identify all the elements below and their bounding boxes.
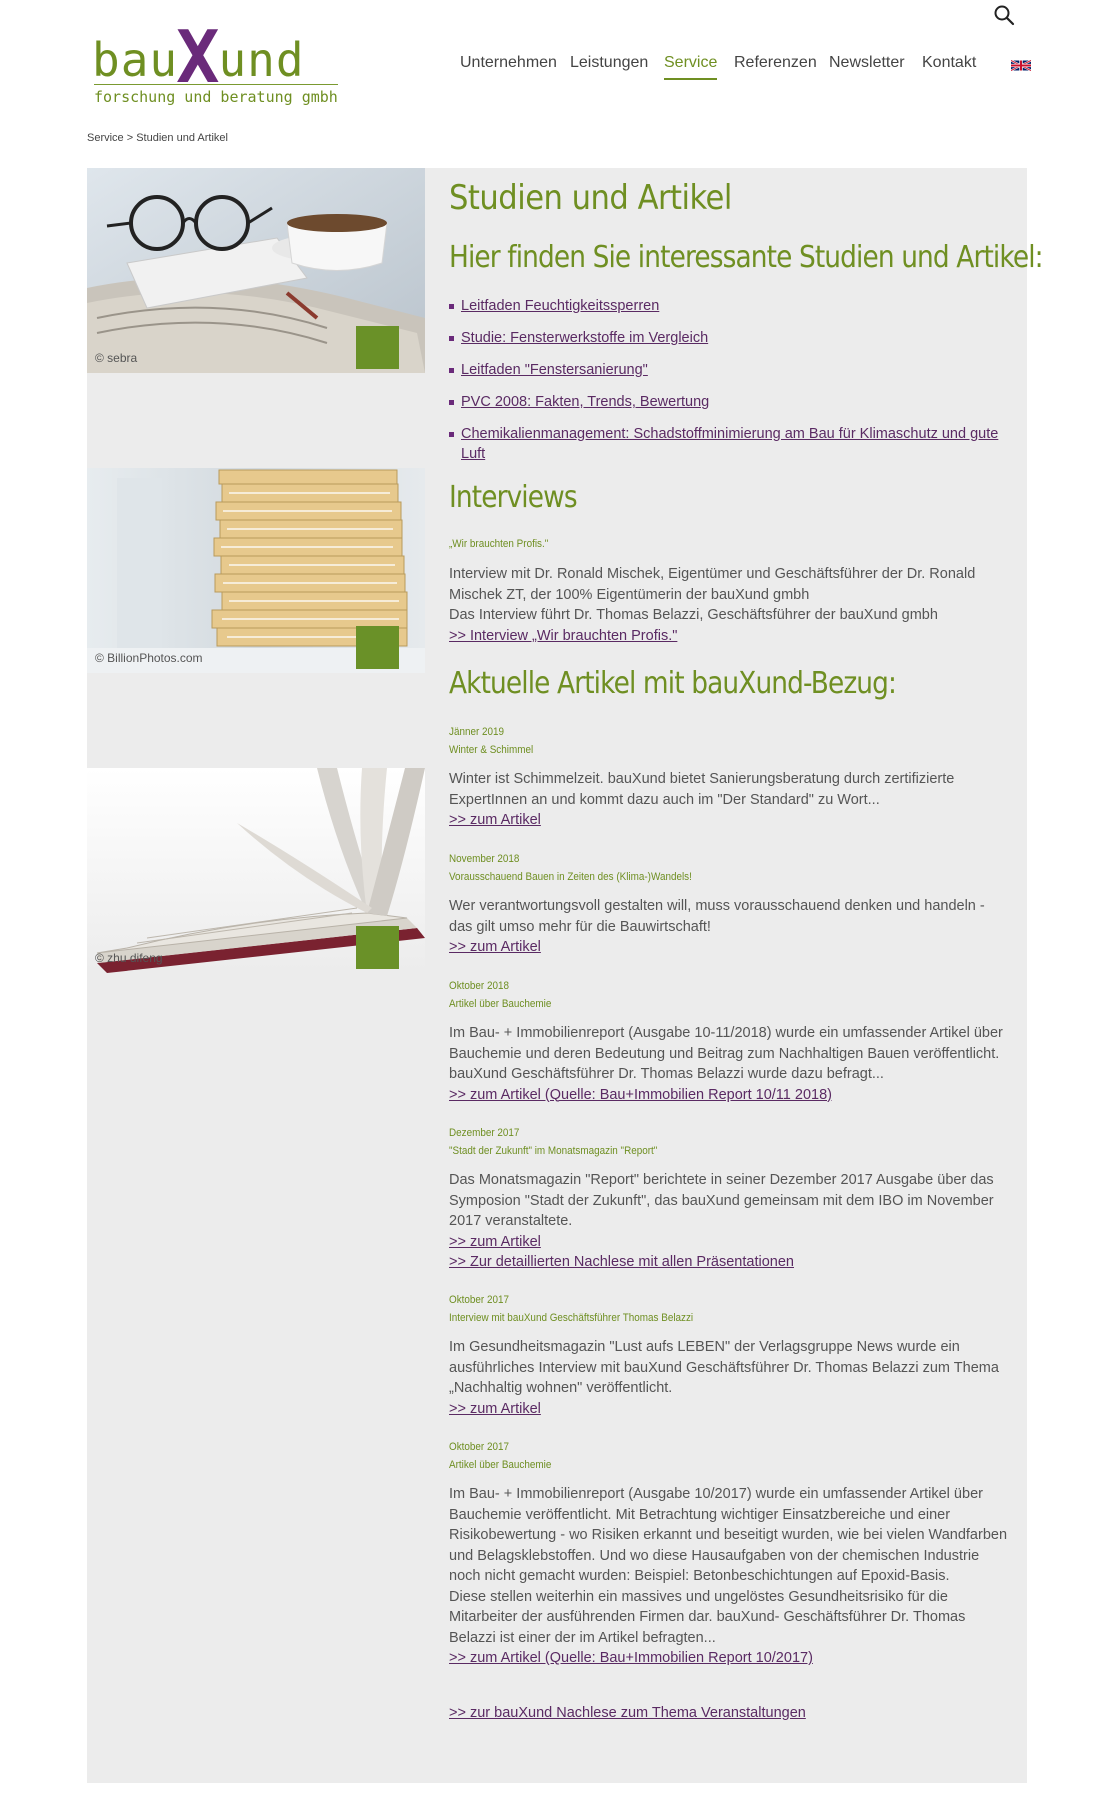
article-text: Im Gesundheitsmagazin "Lust aufs LEBEN" der Verlagsgruppe News wurde ein ausführliches Interview mit bauXund Geschäftsführer Dr. Thomas Belazzi zum Thema „Nachhaltig wohnen" veröffentlicht. — [449, 1339, 999, 1396]
article-date: Jänner 2019 — [449, 726, 505, 738]
article-text: Im Bau- + Immobilienreport (Ausgabe 10/2017) wurde ein umfassender Artikel über Bauchemie veröffentlicht. Mit Betrachtung wichtiger Einsatzbereiche und einer Risikobewertung - wo Risiken erkannt und beseitigt wurden, wie bei vielen Wandfarben und Belagsklebstoffen. Und wo diese Hausaufgaben von der chemischen Industrie noch nicht gemacht wurden: Beispiel: Betonbeschichtungen auf Epoxid-Basis. — [449, 1486, 1008, 1584]
article-body — [449, 1023, 1009, 1105]
list-item — [449, 296, 1009, 316]
image-credit: © zhu difeng — [95, 951, 163, 965]
article-date: Oktober 2018 — [449, 980, 509, 992]
study-link[interactable]: Leitfaden "Fenstersanierung" — [461, 362, 648, 378]
breadcrumb: Service > Studien und Artikel — [87, 132, 228, 144]
article-date: November 2018 — [449, 853, 520, 865]
article-text: Diese stellen weiterhin ein massives und ungelöstes Gesundheitsrisiko für die Mitarbeiter der ausführenden Firmen dar. bauXund- Geschäftsführer Dr. Thomas Belazzi ist einer der im Artikel befragten... — [449, 1588, 966, 1646]
interviews-heading: Interviews — [449, 480, 577, 515]
studies-link-list — [449, 296, 1009, 476]
logo-wordmark: bauXund — [92, 15, 305, 99]
nav-item-unternehmen[interactable]: Unternehmen — [460, 54, 557, 71]
article-link[interactable]: >> zum Artikel (Quelle: Bau+Immobilien Report 10/11 2018) — [449, 1086, 832, 1103]
nav-item-leistungen[interactable]: Leistungen — [570, 54, 649, 71]
english-flag-icon[interactable] — [1011, 59, 1031, 72]
green-accent-square — [356, 326, 399, 369]
article-link[interactable]: >> zum Artikel — [449, 812, 541, 828]
article-body — [449, 1170, 1009, 1273]
article-text: Winter ist Schimmelzeit. bauXund bietet Sanierungsberatung durch zertifizierte ExpertInnen an und kommt dazu auch im "Der Standard" zu Wort... — [449, 771, 955, 808]
search-icon[interactable] — [993, 4, 1015, 26]
footer-link-wrap — [449, 1703, 1009, 1724]
list-item — [449, 360, 1009, 380]
study-link[interactable]: Leitfaden Feuchtigkeitssperren — [461, 298, 660, 314]
nav-item-kontakt[interactable]: Kontakt — [922, 54, 977, 71]
article-topic: Artikel über Bauchemie — [449, 1459, 552, 1471]
interview-link[interactable]: >> Interview „Wir brauchten Profis." — [449, 627, 678, 644]
study-link[interactable]: Studie: Fensterwerkstoffe im Vergleich — [461, 330, 709, 346]
interview-quote: „Wir brauchten Profis." — [449, 538, 549, 550]
company-logo[interactable] — [92, 8, 342, 113]
article-body — [449, 1337, 1009, 1419]
article-date: Dezember 2017 — [449, 1127, 520, 1139]
article-presentations-link[interactable]: >> Zur detaillierten Nachlese mit allen Präsentationen — [449, 1254, 794, 1270]
page-title: Studien und Artikel — [449, 178, 732, 218]
events-review-link[interactable]: >> zur bauXund Nachlese zum Thema Veranstaltungen — [449, 1705, 806, 1721]
article-topic: Interview mit bauXund Geschäftsführer Thomas Belazzi — [449, 1312, 694, 1324]
article-topic: Winter & Schimmel — [449, 744, 534, 756]
logo-divider — [94, 84, 338, 85]
article-body — [449, 896, 1009, 958]
article-link[interactable]: >> zum Artikel — [449, 1400, 541, 1417]
content-area — [87, 168, 1043, 1783]
article-topic: Vorausschauend Bauen in Zeiten des (Klima-)Wandels! — [449, 871, 692, 883]
list-item — [449, 424, 1009, 464]
nav-item-newsletter[interactable]: Newsletter — [829, 54, 905, 71]
article-body — [449, 769, 1009, 831]
article-date: Oktober 2017 — [449, 1441, 509, 1453]
interview-author: Das Interview führt Dr. Thomas Belazzi, Geschäftsführer der bauXund gmbh — [449, 607, 938, 623]
article-date: Oktober 2017 — [449, 1294, 509, 1306]
article-topic: "Stadt der Zukunft" im Monatsmagazin "Report" — [449, 1145, 658, 1157]
interview-description: Interview mit Dr. Ronald Mischek, Eigentümer und Geschäftsführer der Dr. Ronald Mischek ZT, der 100% Eigentümerin der bauXund gmbh — [449, 566, 976, 603]
study-link[interactable]: PVC 2008: Fakten, Trends, Bewertung — [461, 394, 710, 410]
list-item — [449, 392, 1009, 412]
article-link[interactable]: >> zum Artikel — [449, 939, 541, 955]
green-accent-square — [356, 626, 399, 669]
list-item — [449, 328, 1009, 348]
article-text: Im Bau- + Immobilienreport (Ausgabe 10-11/2018) wurde ein umfassender Artikel über Bauchemie und deren Bedeutung und Beitrag zum Nachhaltigen Bauen veröffentlicht. bauXund Geschäftsführer Dr. Thomas Belazzi wurde dazu befragt... — [449, 1025, 1003, 1082]
article-text: Das Monatsmagazin "Report" berichtete in seiner Dezember 2017 Ausgabe über das Symposion "Stadt der Zukunft", das bauXund gemeinsam mit dem IBO im November 2017 veranstaltete. — [449, 1172, 994, 1229]
article-text: Wer verantwortungsvoll gestalten will, muss vorausschauend denken und handeln - das gilt umso mehr für die Bauwirtschaft! — [449, 898, 985, 935]
study-link[interactable]: Chemikalienmanagement: Schadstoffminimierung am Bau für Klimaschutz und gute Luft — [461, 426, 999, 462]
article-link[interactable]: >> zum Artikel — [449, 1233, 541, 1250]
image-credit: © sebra — [95, 351, 138, 365]
studies-heading: Hier finden Sie interessante Studien und Artikel: — [449, 240, 1043, 275]
nav-item-service[interactable]: Service — [664, 54, 717, 80]
articles-heading: Aktuelle Artikel mit bauXund-Bezug: — [449, 666, 897, 701]
nav-item-referenzen[interactable]: Referenzen — [734, 54, 817, 71]
logo-subtitle: forschung und beratung gmbh — [94, 88, 338, 106]
green-accent-square — [356, 926, 399, 969]
article-topic: Artikel über Bauchemie — [449, 998, 552, 1010]
article-body — [449, 1484, 1009, 1669]
image-credit: © BillionPhotos.com — [95, 651, 203, 665]
article-link[interactable]: >> zum Artikel (Quelle: Bau+Immobilien Report 10/2017) — [449, 1650, 813, 1666]
interview-text — [449, 564, 1009, 646]
